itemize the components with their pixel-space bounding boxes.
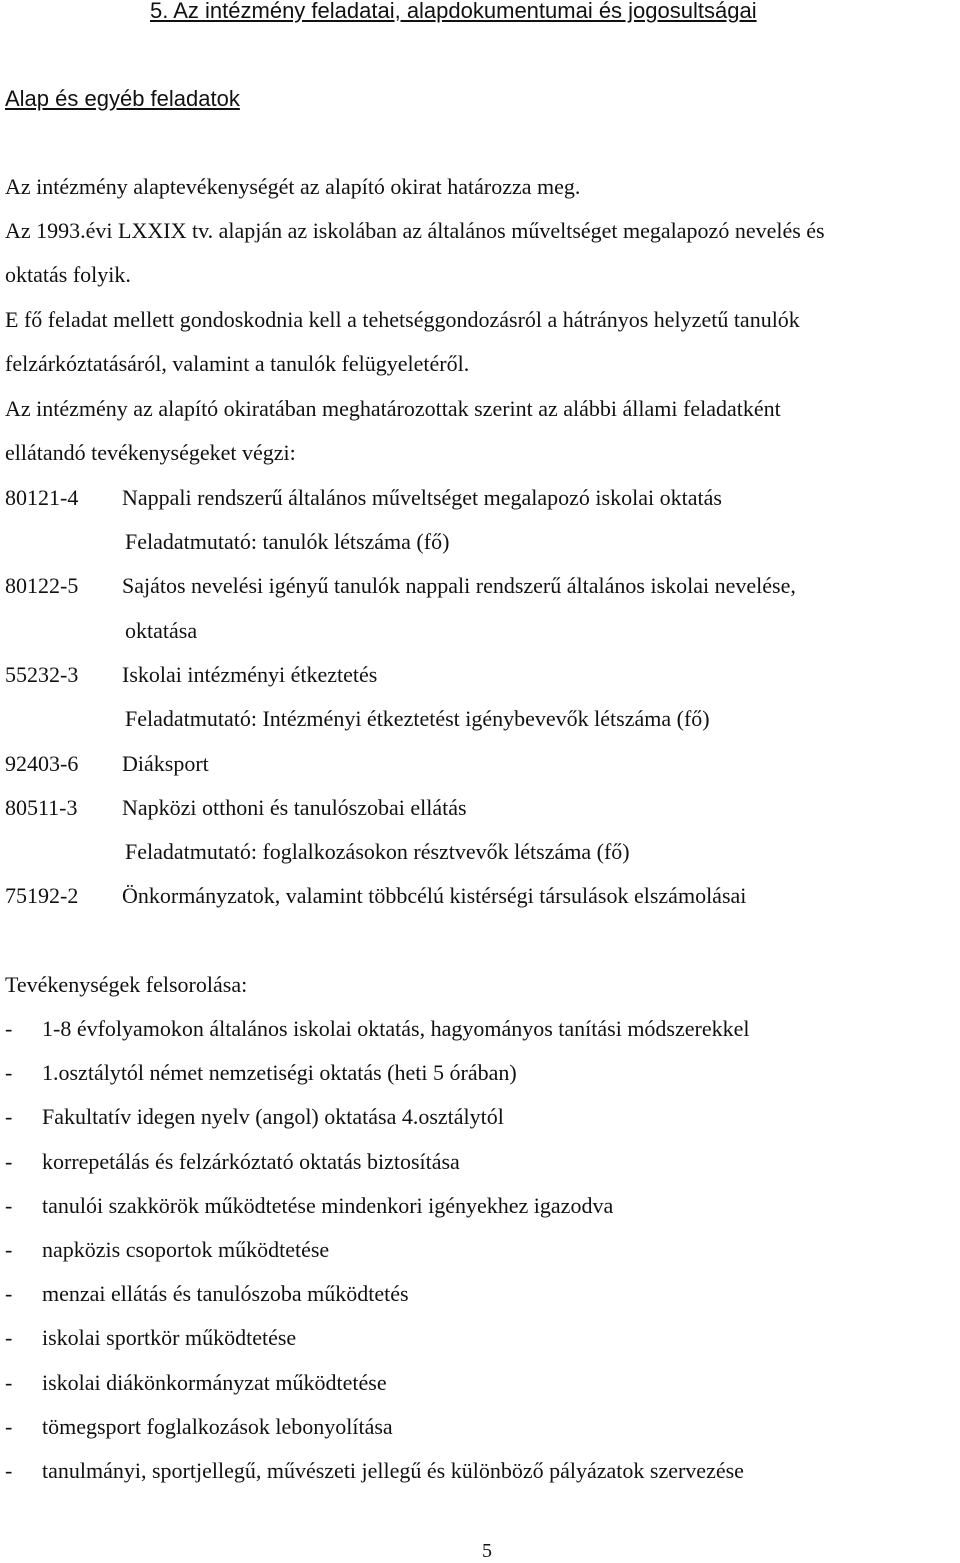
list-bullet: - <box>5 1325 13 1350</box>
list-item: iskolai sportkör működtetése <box>42 1325 297 1350</box>
activity-description: Diáksport <box>122 751 209 776</box>
list-bullet: - <box>5 1370 13 1395</box>
activity-code: 80122-5 <box>5 573 79 598</box>
list-item: tömegsport foglalkozások lebonyolítása <box>42 1414 393 1439</box>
activity-description: Sajátos nevelési igényű tanulók nappali rendszerű általános iskolai nevelése, <box>122 573 796 598</box>
list-item: iskolai diákönkormányzat működtetése <box>42 1370 387 1395</box>
activity-code: 55232-3 <box>5 662 79 687</box>
intro-paragraph-3-line-2: felzárkóztatásáról, valamint a tanulók felügyeletéről. <box>5 351 470 376</box>
activities-list-heading: Tevékenységek felsorolása: <box>5 972 248 997</box>
list-bullet: - <box>5 1193 13 1218</box>
intro-paragraph-4-line-1: Az intézmény az alapító okiratában meghatározottak szerint az alábbi állami feladatként <box>5 396 781 421</box>
activity-description: Iskolai intézményi étkeztetés <box>122 662 378 687</box>
list-item: 1-8 évfolyamokon általános iskolai oktatás, hagyományos tanítási módszerekkel <box>42 1016 750 1041</box>
activity-code: 80121-4 <box>5 485 79 510</box>
intro-paragraph-4-line-2: ellátandó tevékenységeket végzi: <box>5 440 296 465</box>
list-item: tanulmányi, sportjellegű, művészeti jellegű és különböző pályázatok szervezése <box>42 1458 744 1483</box>
list-bullet: - <box>5 1060 13 1085</box>
page-number: 5 <box>482 1540 492 1562</box>
activity-indicator: Feladatmutató: foglalkozásokon résztvevők létszáma (fő) <box>125 839 630 864</box>
activity-indicator: Feladatmutató: tanulók létszáma (fő) <box>125 529 450 554</box>
list-item: menzai ellátás és tanulószoba működtetés <box>42 1281 409 1306</box>
activity-code: 80511-3 <box>5 795 78 820</box>
page-title: 5. Az intézmény feladatai, alapdokumentumai és jogosultságai <box>150 0 757 23</box>
list-bullet: - <box>5 1149 13 1174</box>
list-item: napközis csoportok működtetése <box>42 1237 330 1262</box>
intro-paragraph-2-line-1: Az 1993.évi LXXIX tv. alapján az iskolában az általános műveltséget megalapozó nevelés és <box>5 218 825 243</box>
activity-code: 92403-6 <box>5 751 79 776</box>
list-item: 1.osztálytól német nemzetiségi oktatás (heti 5 órában) <box>42 1060 517 1085</box>
list-item: korrepetálás és felzárkóztató oktatás biztosítása <box>42 1149 460 1174</box>
intro-paragraph-2-line-2: oktatás folyik. <box>5 262 131 287</box>
activity-description-continued: oktatása <box>125 618 198 643</box>
list-bullet: - <box>5 1458 13 1483</box>
intro-paragraph-3-line-1: E fő feladat mellett gondoskodnia kell a tehetséggondozásról a hátrányos helyzetű tanulók <box>5 307 800 332</box>
activity-description: Napközi otthoni és tanulószobai ellátás <box>122 795 467 820</box>
list-item: tanulói szakkörök működtetése mindenkori igényekhez igazodva <box>42 1193 614 1218</box>
intro-paragraph-1: Az intézmény alaptevékenységét az alapító okirat határozza meg. <box>5 174 581 199</box>
section-subtitle: Alap és egyéb feladatok <box>5 86 240 111</box>
list-item: Fakultatív idegen nyelv (angol) oktatása 4.osztálytól <box>42 1104 504 1129</box>
activity-code: 75192-2 <box>5 883 79 908</box>
activity-description: Nappali rendszerű általános műveltséget megalapozó iskolai oktatás <box>122 485 722 510</box>
activity-indicator: Feladatmutató: Intézményi étkeztetést igénybevevők létszáma (fő) <box>125 706 710 731</box>
list-bullet: - <box>5 1414 13 1439</box>
list-bullet: - <box>5 1016 13 1041</box>
list-bullet: - <box>5 1237 13 1262</box>
list-bullet: - <box>5 1104 13 1129</box>
activity-description: Önkormányzatok, valamint többcélú kistérségi társulások elszámolásai <box>122 883 747 908</box>
list-bullet: - <box>5 1281 13 1306</box>
